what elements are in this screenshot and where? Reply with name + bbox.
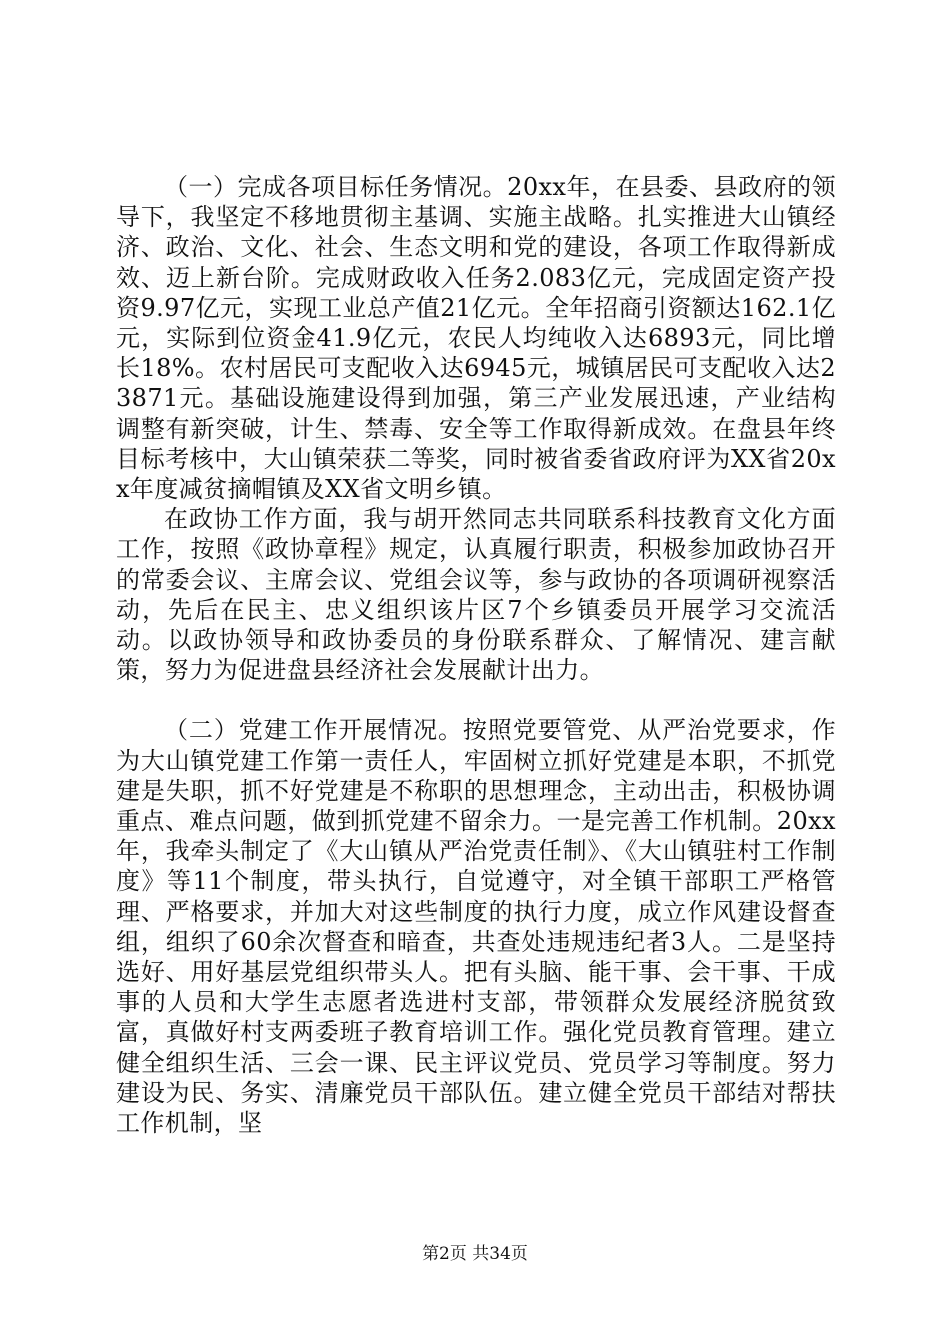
paragraph-targets-completion: （一）完成各项目标任务情况。20xx年，在县委、县政府的领导下，我坚定不移地贯彻主基调、实施主战略。扎实推进大山镇经济、政治、文化、社会、生态文明和党的建设，各项工作取得新成效、迈上新台阶。完成财政收入任务2.083亿元，完成固定资产投资9.97亿元，实现工业总产值21亿元。全年招商引资额达162.1亿元，实际到位资金41.9亿元，农民人均纯收入达6893元，同比增长18%。农村居民可支配收入达6945元，城镇居民可支配收入达23871元。基础设施建设得到加强，第三产业发展迅速，产业结构调整有新突破，计生、禁毒、安全等工作取得新成效。在盘县年终目标考核中，大山镇荣获二等奖，同时被省委省政府评为XX省20xx年度减贫摘帽镇及XX省文明乡镇。 <box>116 173 836 504</box>
paragraph-party-building: （二）党建工作开展情况。按照党要管党、从严治党要求，作为大山镇党建工作第一责任人，牢固树立抓好党建是本职，不抓党建是失职，抓不好党建是不称职的思想理念，主动出击，积极协调重点、难点问题，做到抓党建不留余力。一是完善工作机制。20xx年，我牵头制定了《大山镇从严治党责任制》、《大山镇驻村工作制度》等11个制度，带头执行，自觉遵守，对全镇干部职工严格管理、严格要求，并加大对这些制度的执行力度，成立作风建设督查组，组织了60余次督查和暗查，共查处违规违纪者3人。二是坚持选好、用好基层党组织带头人。把有头脑、能干事、会干事、干成事的人员和大学生志愿者选进村支部，带领群众发展经济脱贫致富，真做好村支两委班子教育培训工作。强化党员教育管理。建立健全组织生活、三会一课、民主评议党员、党员学习等制度。努力建设为民、务实、清廉党员干部队伍。建立健全党员干部结对帮扶工作机制，坚 <box>116 716 836 1138</box>
page-number-footer: 第2页 共34页 <box>422 1244 528 1264</box>
paragraph-cppcc-work: 在政协工作方面，我与胡开然同志共同联系科技教育文化方面工作，按照《政协章程》规定，认真履行职责，积极参加政协召开的常委会议、主席会议、党组会议等，参与政协的各项调研视察活动，先后在民主、忠义组织该片区7个乡镇委员开展学习交流活动。以政协领导和政协委员的身份联系群众、了解情况、建言献策，努力为促进盘县经济社会发展献计出力。 <box>116 505 836 685</box>
paragraph-gap <box>116 685 836 715</box>
document-body <box>116 172 836 1138</box>
